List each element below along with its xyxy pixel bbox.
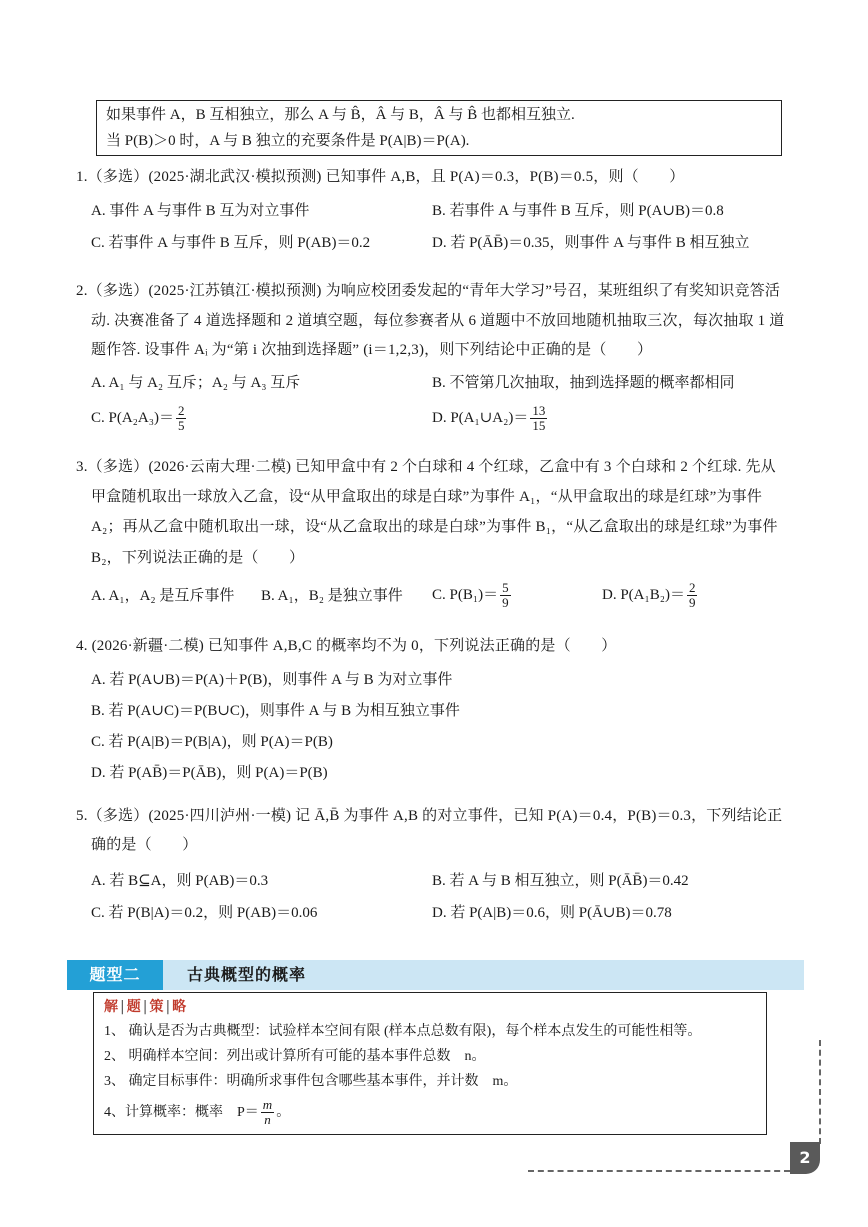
- fraction: $\frac{13}{15}$: [532, 403, 546, 434]
- page-corner-dashed-horizontal: [528, 1170, 790, 1172]
- question-5-stem-line-2: 确的是（ ）: [91, 837, 198, 853]
- section-banner: [67, 960, 804, 990]
- q4-option-a: A. 若 P(A∪B)＝P(A)＋P(B)，则事件 A 与 B 为对立事件: [91, 672, 453, 688]
- property-line-1: 如果事件 A，B 互相独立，那么 A 与 B̂，Â 与 B，Â 与 B̂ 也都相互独立.: [106, 107, 575, 123]
- question-3-stem-line-3: A₂；再从乙盒中随机取出一球，设“从乙盒取出的球是白球”为事件 B₁，“从乙盒取出的球是红球”为事件: [91, 519, 778, 535]
- q4-option-b: B. 若 P(A∪C)＝P(B∪C)，则事件 A 与 B 为相互独立事件: [91, 703, 460, 719]
- q1-option-d: D. 若 P(ĀB̄)＝0.35，则事件 A 与事件 B 相互独立: [432, 235, 750, 251]
- question-2-stem-line-3: 题作答. 设事件 Aᵢ 为“第 i 次抽到选择题” (i＝1,2,3)，则下列结论中正确的是（ ）: [91, 342, 653, 358]
- q5-option-d: D. 若 P(A|B)＝0.6，则 P(Ā∪B)＝0.78: [432, 905, 672, 921]
- question-3-stem-line-1: 3.（多选）(2026·云南大理·二模) 已知甲盒中有 2 个白球和 4 个红球，乙盒中有 3 个白球和 2 个红球. 先从: [76, 459, 776, 475]
- fraction: $\frac{2}{5}$: [177, 403, 185, 434]
- section-tag: 题型二: [67, 960, 163, 990]
- question-5-stem-line-1: 5.（多选）(2025·四川泸州·一模) 记 Ā,B̄ 为事件 A,B 的对立事件，已知 P(A)＝0.4，P(B)＝0.3，下列结论正: [76, 808, 783, 824]
- q3-option-b: B. A₁，B₂ 是独立事件: [261, 588, 403, 604]
- strategy-step-1: 1、 确认是否为古典概型：试验样本空间有限 (样本点总数有限)，每个样本点发生的可能性相等。: [104, 1024, 702, 1039]
- q2-option-b: B. 不管第几次抽取，抽到选择题的概率都相同: [432, 375, 735, 391]
- question-3-stem-line-4: B₂，下列说法正确的是（ ）: [91, 550, 305, 566]
- question-2-stem-line-1: 2.（多选）(2025·江苏镇江·模拟预测) 为响应校团委发起的“青年大学习”号召，某班组织了有奖知识竞答活: [76, 283, 781, 299]
- q4-option-c: C. 若 P(A|B)＝P(B|A)，则 P(A)＝P(B): [91, 734, 333, 750]
- strategy-step-4: 4、计算概率：概率 P＝ $\frac{m}{n}$ 。: [104, 1097, 291, 1128]
- q5-option-a: A. 若 B⊆A，则 P(AB)＝0.3: [91, 873, 269, 889]
- q5-option-c: C. 若 P(B|A)＝0.2，则 P(AB)＝0.06: [91, 905, 318, 921]
- question-3-stem-line-2: 甲盒随机取出一球放入乙盒，设“从甲盒取出的球是白球”为事件 A₁，“从甲盒取出的球是红球”为事件: [91, 489, 763, 505]
- q2-option-c: C. P(A₂A₃)＝ $\frac{2}{5}$: [91, 403, 185, 434]
- strategy-step-3: 3、 确定目标事件：明确所求事件包含哪些基本事件，并计数 m。: [104, 1074, 518, 1089]
- strategy-step-2: 2、 明确样本空间：列出或计算所有可能的基本事件总数 n。: [104, 1049, 486, 1064]
- q1-option-b: B. 若事件 A 与事件 B 互斥，则 P(A∪B)＝0.8: [432, 203, 724, 219]
- q1-option-a: A. 事件 A 与事件 B 互为对立事件: [91, 203, 310, 219]
- strategy-box: [93, 992, 767, 1135]
- q3-option-c: C. P(B₁)＝ $\frac{5}{9}$: [432, 580, 509, 611]
- q2-option-a: A. A₁ 与 A₂ 互斥；A₂ 与 A₃ 互斥: [91, 375, 301, 391]
- question-2-stem-line-2: 动. 决赛准备了 4 道选择题和 2 道填空题，每位参赛者从 6 道题中不放回地随机抽取三次，每次抽取 1 道: [91, 313, 785, 329]
- page-number: 2: [790, 1142, 820, 1174]
- q1-option-c: C. 若事件 A 与事件 B 互斥，则 P(AB)＝0.2: [91, 235, 371, 251]
- property-line-2: 当 P(B)＞0 时，A 与 B 独立的充要条件是 P(A|B)＝P(A).: [106, 133, 470, 149]
- q3-option-d: D. P(A₁B₂)＝ $\frac{2}{9}$: [602, 580, 696, 611]
- q2-option-d: D. P(A₁∪A₂)＝ $\frac{13}{15}$: [432, 403, 546, 434]
- section-title: 古典概型的概率: [187, 965, 307, 984]
- question-1-stem: 1.（多选）(2025·湖北武汉·模拟预测) 已知事件 A,B，且 P(A)＝0.3，P(B)＝0.5，则（ ）: [76, 169, 685, 185]
- page-corner-dashed-vertical: [819, 1040, 821, 1144]
- strategy-heading: 解 | 题 | 策 | 略: [104, 999, 187, 1015]
- fraction: $\frac{5}{9}$: [502, 580, 509, 611]
- q4-option-d: D. 若 P(AB̄)＝P(ĀB)，则 P(A)＝P(B): [91, 765, 328, 781]
- q3-option-a: A. A₁，A₂ 是互斥事件: [91, 588, 235, 604]
- q5-option-b: B. 若 A 与 B 相互独立，则 P(ĀB̄)＝0.42: [432, 873, 689, 889]
- fraction: $\frac{m}{n}$: [262, 1097, 273, 1128]
- fraction: $\frac{2}{9}$: [688, 580, 696, 611]
- question-4-stem: 4. (2026·新疆·二模) 已知事件 A,B,C 的概率均不为 0，下列说法正确的是（ ）: [76, 638, 617, 654]
